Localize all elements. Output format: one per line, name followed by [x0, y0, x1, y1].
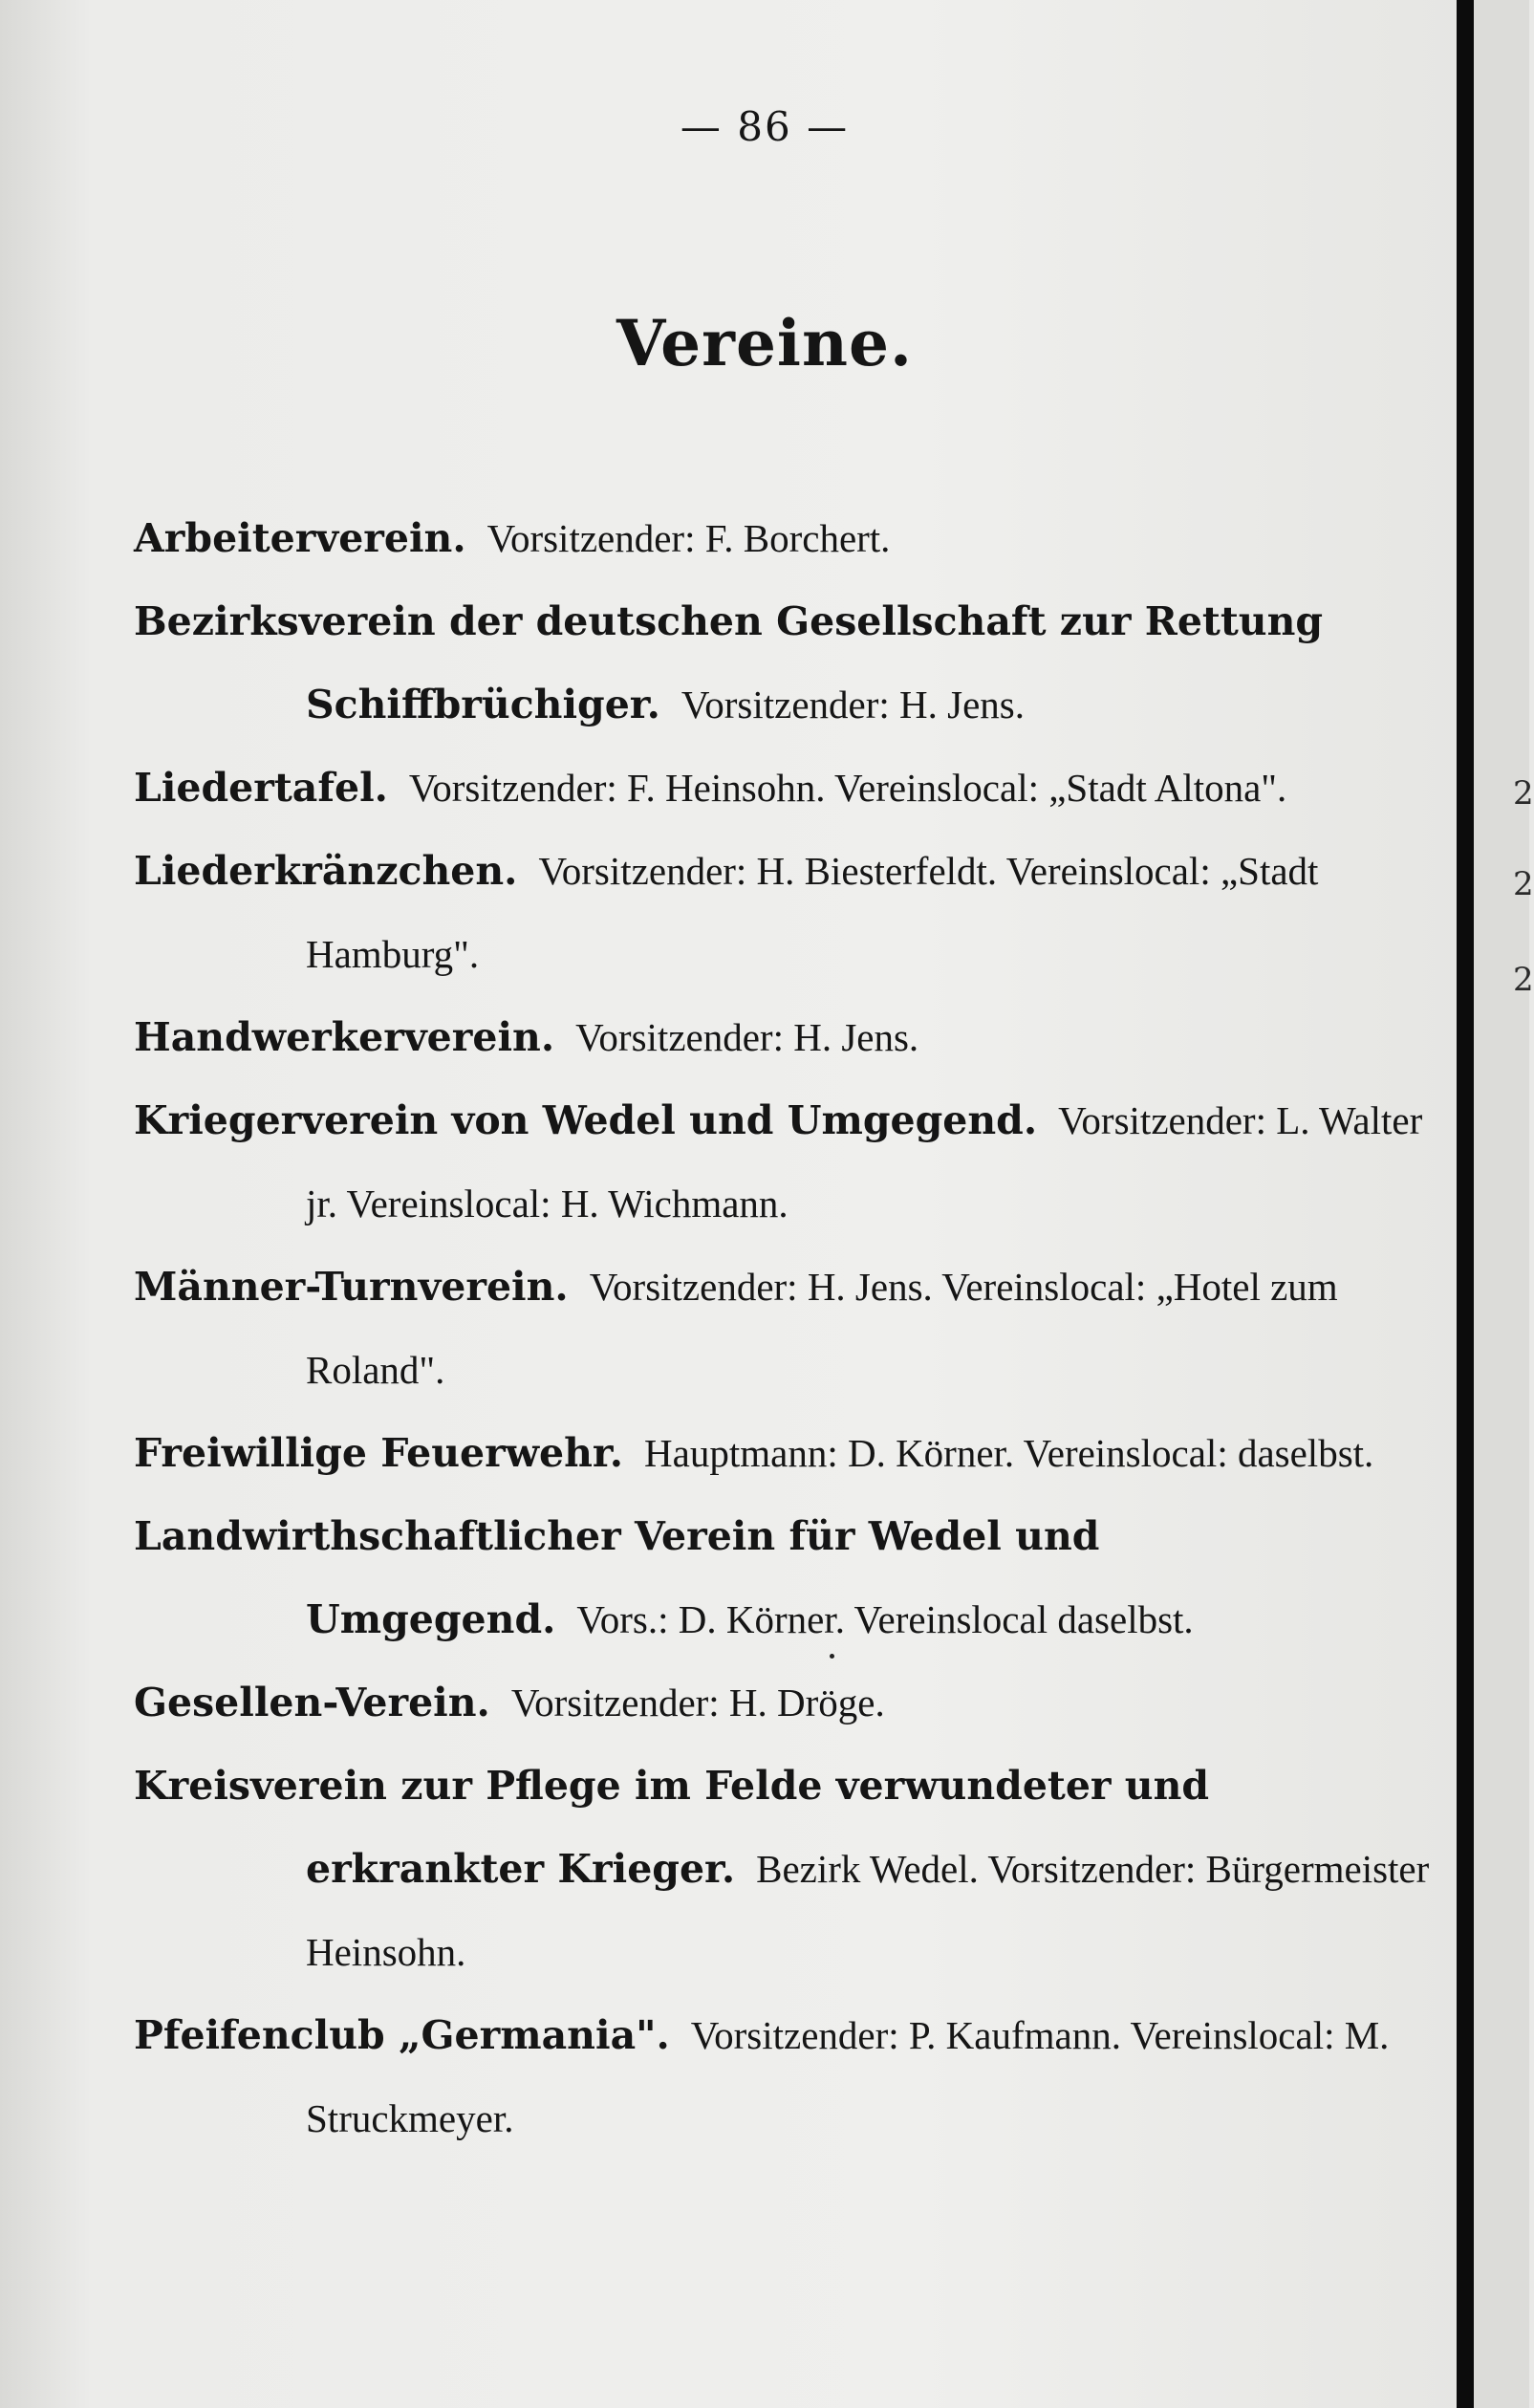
- list-item: [134, 1079, 1453, 1246]
- association-name: Männer-Turnverein.: [134, 1264, 569, 1310]
- association-details: Hauptmann: D. Körner. Vereinslocal: daselbst.: [644, 1431, 1374, 1475]
- association-name: Pfeifenclub „Germania".: [134, 2012, 670, 2058]
- page-gutter-shadow: [1457, 0, 1474, 2408]
- list-item: [134, 747, 1453, 830]
- association-details: Bezirk Wedel. Vorsitzender: Bürgermeister Heinsohn.: [306, 1847, 1430, 1974]
- list-item: [134, 1246, 1453, 1412]
- list-item: [134, 996, 1453, 1079]
- association-name: Bezirksverein der deutschen Gesellschaft zur Rettung Schiffbrüchiger.: [134, 598, 1324, 727]
- association-details: Vorsitzender: H. Dröge.: [510, 1681, 885, 1725]
- association-name: Kriegerverein von Wedel und Umgegend.: [134, 1097, 1038, 1143]
- page-number: — 86 —: [680, 103, 850, 150]
- facing-page-fragment: 2: [1513, 865, 1534, 903]
- association-name: Gesellen-Verein.: [134, 1680, 490, 1725]
- association-name: Liederkränzchen.: [134, 848, 518, 894]
- association-name: Handwerkerverein.: [134, 1014, 555, 1060]
- association-details: Vorsitzender: H. Jens. Vereinslocal: „Hotel zum Roland".: [306, 1265, 1338, 1392]
- list-item: [134, 497, 1453, 580]
- section-heading: Vereine.: [616, 306, 913, 380]
- facing-page-fragment: 2: [1513, 774, 1534, 813]
- association-list: [134, 497, 1453, 2160]
- list-item: [134, 1745, 1453, 1994]
- association-name: Freiwillige Feuerwehr.: [134, 1430, 624, 1476]
- association-details: Vorsitzender: H. Jens.: [575, 1015, 919, 1059]
- list-item: [134, 580, 1453, 747]
- ink-speck: [830, 1654, 834, 1659]
- association-details: Vors.: D. Körner. Vereinslocal daselbst.: [576, 1597, 1194, 1641]
- association-name: Arbeiterverein.: [134, 515, 466, 561]
- association-details: Vorsitzender: H. Biesterfeldt. Vereinslocal: „Stadt Hamburg".: [306, 849, 1319, 976]
- facing-page-fragment: 2: [1513, 961, 1534, 999]
- list-item: [134, 1412, 1453, 1495]
- list-item: [134, 1994, 1453, 2160]
- association-details: Vorsitzender: H. Jens.: [681, 683, 1025, 727]
- association-details: Vorsitzender: L. Walter jr. Vereinslocal: H. Wichmann.: [306, 1098, 1423, 1226]
- association-details: Vorsitzender: F. Borchert.: [486, 516, 891, 560]
- association-name: Landwirthschaftlicher Verein für Wedel und Umgegend.: [134, 1513, 1100, 1642]
- facing-page-edge: [1474, 0, 1529, 2408]
- list-item: [134, 1661, 1453, 1745]
- association-name: Liedertafel.: [134, 765, 388, 811]
- association-details: Vorsitzender: F. Heinsohn. Vereinslocal: „Stadt Altona".: [408, 766, 1287, 810]
- list-item: [134, 830, 1453, 996]
- list-item: [134, 1495, 1453, 1661]
- association-name: Kreisverein zur Pflege im Felde verwundeter und erkrankter Krieger.: [134, 1763, 1210, 1892]
- association-details: Vorsitzender: P. Kaufmann. Vereinslocal: M. Struckmeyer.: [306, 2013, 1390, 2140]
